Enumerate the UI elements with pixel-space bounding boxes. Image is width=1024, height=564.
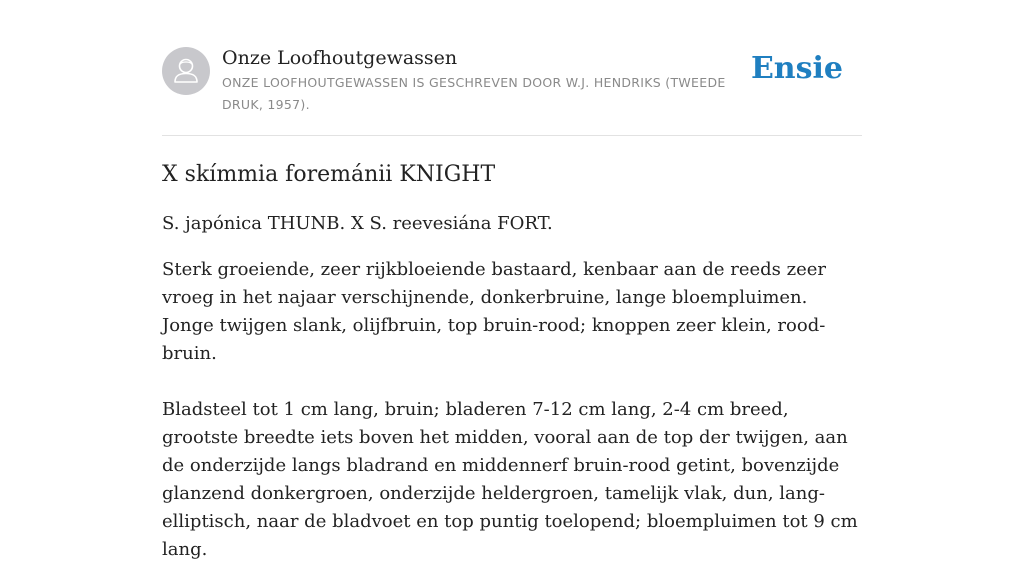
header-divider (162, 135, 862, 136)
entry-paragraph: Sterk groeiende, zeer rijkbloeiende bastaard, kenbaar aan de reeds zeer vroeg in het najaar verschijnende, donkerbruine, lange bloempluimen. Jonge twijgen slank, olijfbruin, top bruin-rood; knoppen zeer klein, rood-bruin. (162, 259, 826, 364)
entry-synonym: S. japónica THUNB. X S. reevesiána FORT. (162, 213, 553, 234)
entry-content (162, 158, 862, 564)
user-silhouette-icon (162, 47, 210, 95)
source-description: ONZE LOOFHOUTGEWASSEN IS GESCHREVEN DOOR W.J. HENDRIKS (TWEEDE DRUK, 1957). (222, 75, 726, 112)
source-avatar[interactable] (162, 47, 210, 95)
entry-paragraph: Bladsteel tot 1 cm lang, bruin; bladeren 7-12 cm lang, 2-4 cm breed, grootste breedte iets boven het midden, vooral aan de top der twijgen, aan de onderzijde langs bladrand en middennerf bruin-rood getint, bovenzijde glanzend donkergroen, onderzijde heldergroen, tamelijk vlak, dun, lang-elliptisch, naar de bladvoet en top puntig toelopend; bloempluimen tot 9 cm lang. (162, 399, 858, 560)
entry-title: X skímmia foremánii KNIGHT (162, 162, 496, 187)
source-title[interactable]: Onze Loofhoutgewassen (222, 47, 458, 69)
source-header (162, 46, 862, 116)
ensie-logo[interactable]: Ensie (750, 51, 843, 86)
